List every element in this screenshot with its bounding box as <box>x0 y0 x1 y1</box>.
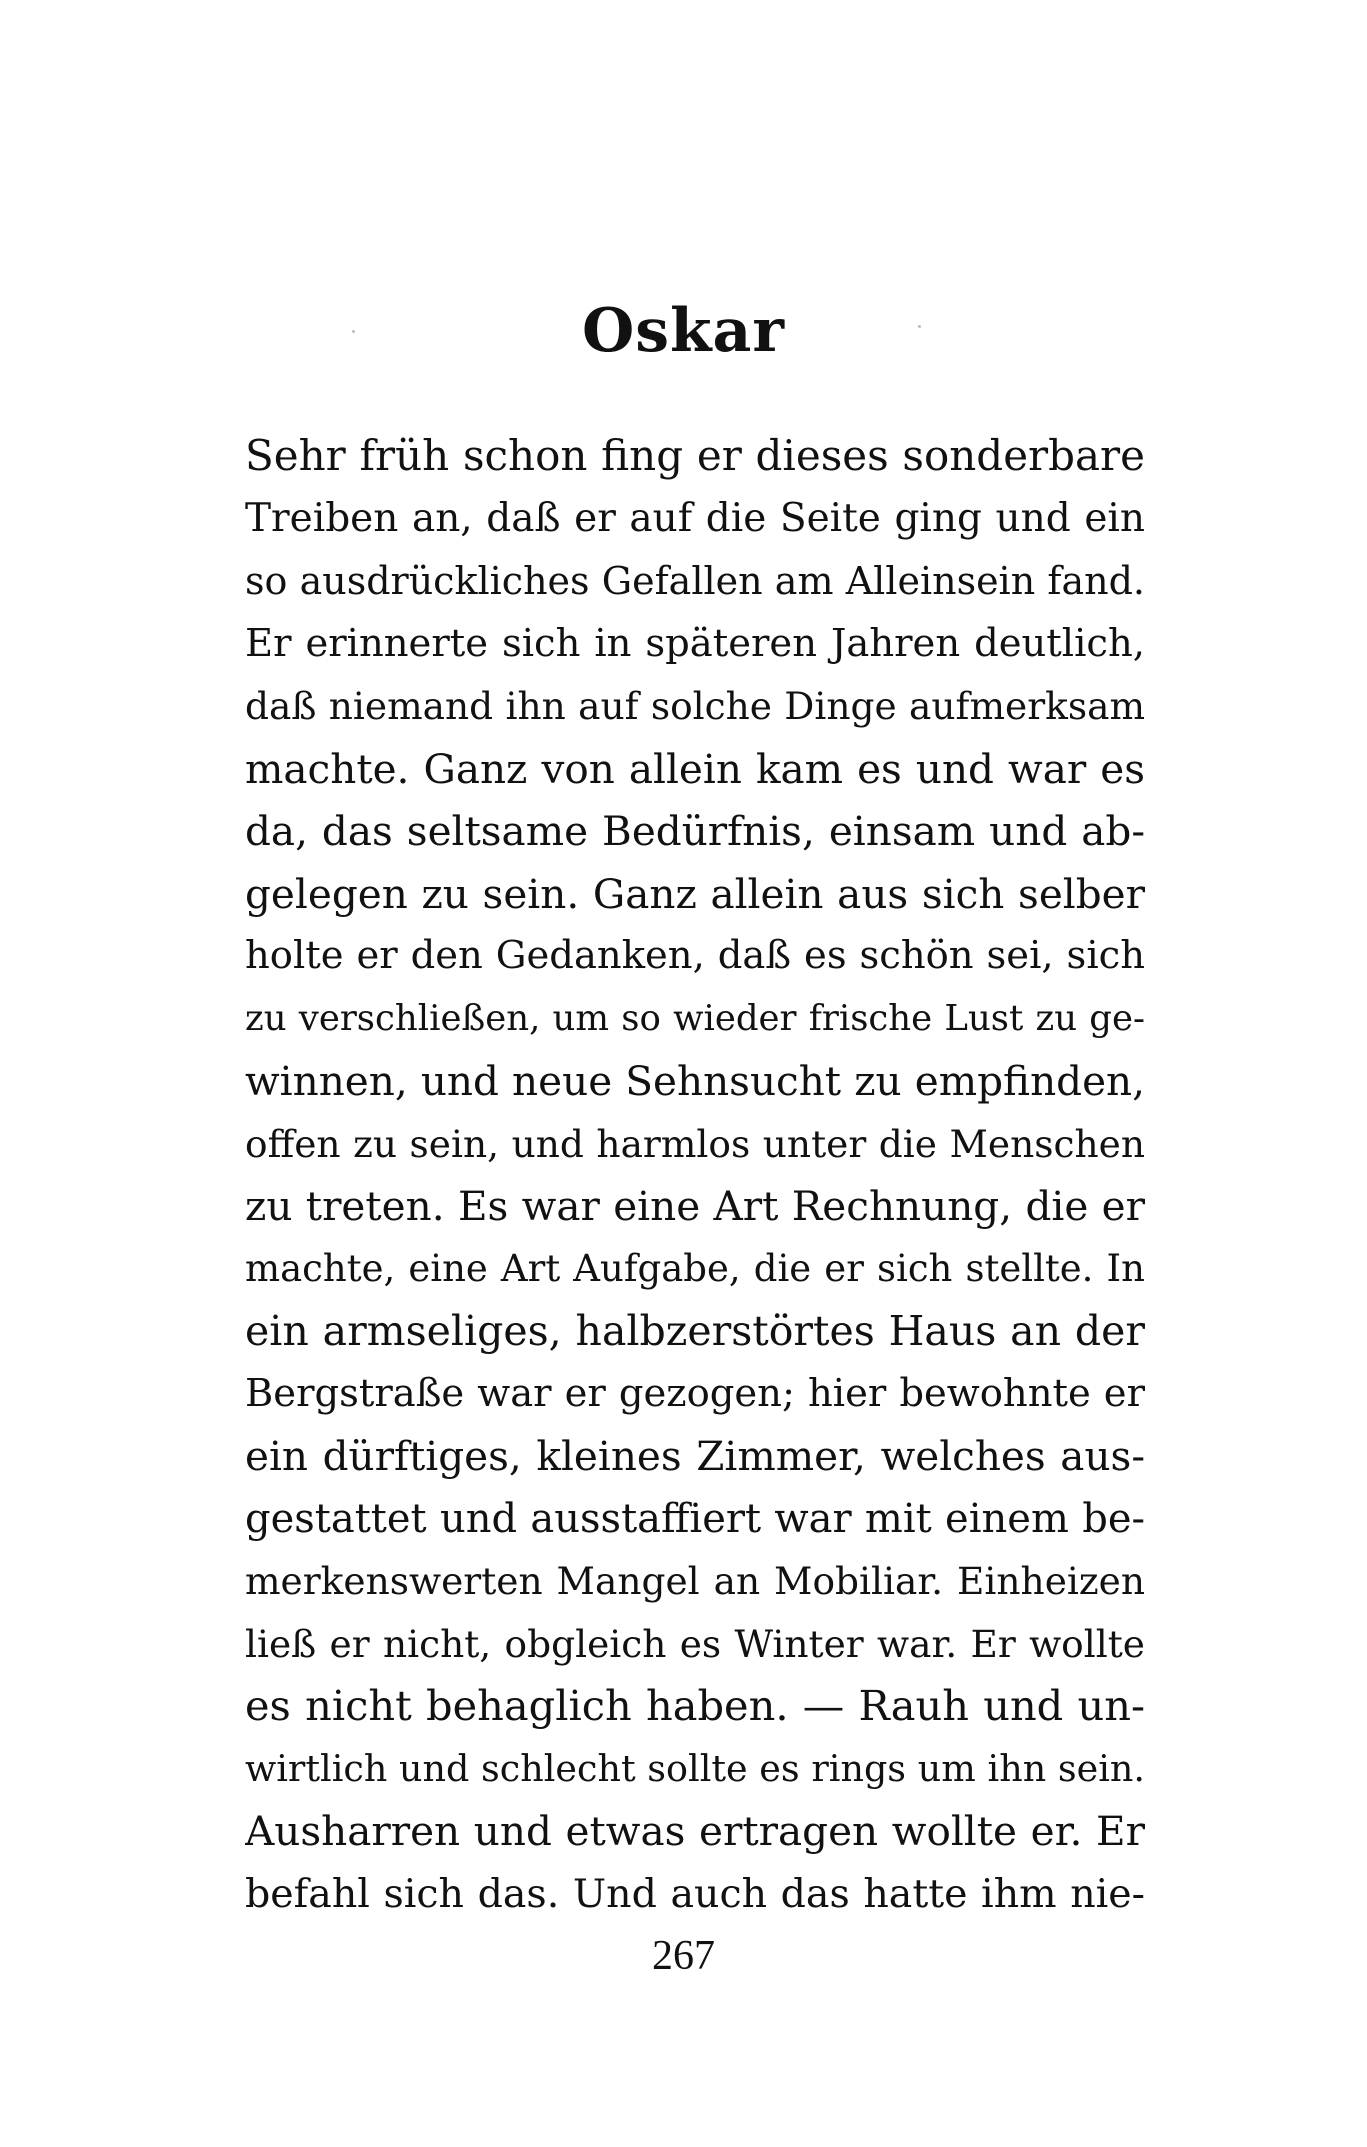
text-line: ein armseliges, halbzerstörtes Haus an der <box>245 1307 1145 1355</box>
page-number: 267 <box>652 1933 715 1979</box>
text-line: ein dürftiges, kleines Zimmer, welches aus- <box>245 1432 1145 1480</box>
text-line: Ausharren und etwas ertragen wollte er. Er <box>245 1807 1145 1855</box>
text-line: daß niemand ihn auf solche Dinge aufmerksam <box>245 684 1145 728</box>
text-line: merkenswerten Mangel an Mobiliar. Einheizen <box>245 1559 1145 1603</box>
text-line: holte er den Gedanken, daß es schön sei, sich <box>245 933 1145 978</box>
chapter-title: Oskar <box>581 296 786 366</box>
text-line: offen zu sein, und harmlos unter die Menschen <box>245 1121 1145 1166</box>
body-text <box>245 425 1145 1925</box>
text-line: gelegen zu sein. Ganz allein aus sich selber <box>245 869 1145 918</box>
text-line: ließ er nicht, obgleich es Winter war. Er wollte <box>245 1621 1145 1666</box>
text-line: zu treten. Es war eine Art Rechnung, die er <box>245 1182 1145 1230</box>
text-line: machte. Ganz von allein kam es und war es <box>245 744 1145 793</box>
text-line: Treiben an, daß er auf die Seite ging und ein <box>245 495 1145 541</box>
text-line: Sehr früh schon fing er dieses sonderbare <box>245 431 1145 480</box>
text-line: so ausdrückliches Gefallen am Alleinsein fand. <box>245 559 1145 603</box>
text-line: es nicht behaglich haben. — Rauh und un- <box>245 1681 1145 1730</box>
text-line: zu verschließen, um so wieder frische Lust zu ge- <box>245 997 1145 1039</box>
text-line: Bergstraße war er gezogen; hier bewohnte er <box>245 1370 1145 1416</box>
text-line: da, das seltsame Bedürfnis, einsam und ab- <box>245 807 1145 855</box>
text-line: machte, eine Art Aufgabe, die er sich stellte. In <box>245 1246 1145 1290</box>
text-line: winnen, und neue Sehnsucht zu empfinden, <box>245 1057 1145 1105</box>
text-line: wirtlich und schlecht sollte es rings um ihn sein. <box>245 1746 1145 1790</box>
text-line: gestattet und ausstaffiert war mit einem be- <box>245 1495 1145 1542</box>
text-line: Er erinnerte sich in späteren Jahren deutlich, <box>245 620 1145 666</box>
text-line: befahl sich das. Und auch das hatte ihm nie- <box>245 1870 1145 1917</box>
